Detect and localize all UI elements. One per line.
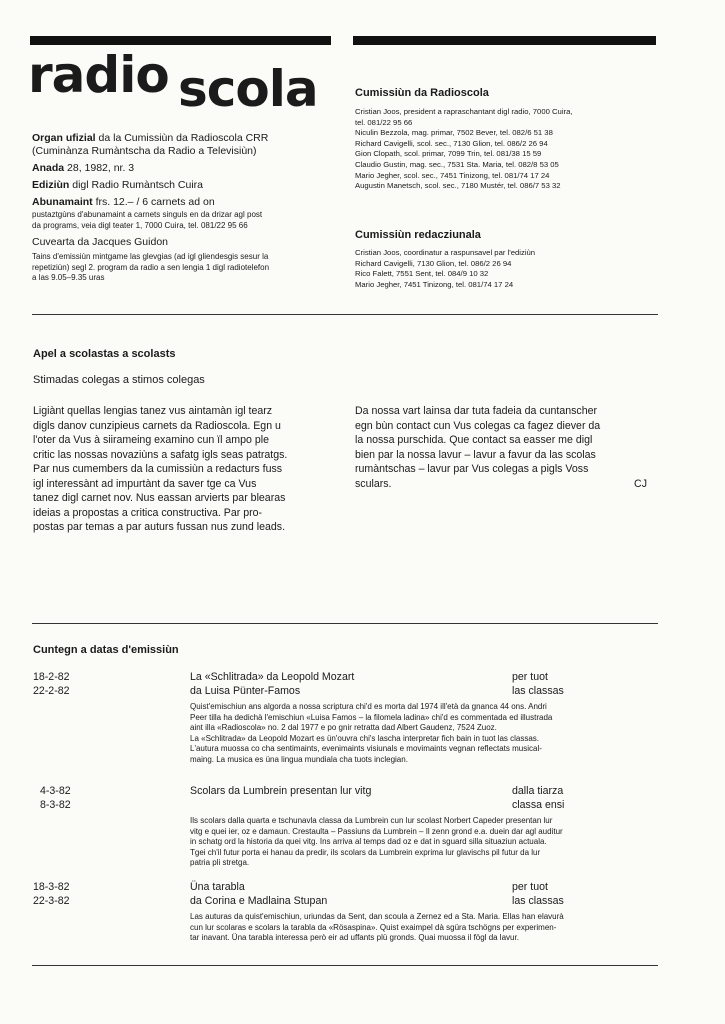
appeal-text-line: Da nossa vart lainsa dar tuta fadeia da cuntanscher <box>355 405 598 417</box>
broadcast-title: Üna tarabla da Corina e Madlaina Stupan <box>190 881 328 907</box>
commission-line: tel. 081/22 95 66 <box>355 117 413 127</box>
commission-line: Augustin Manetsch, scol. sec., 7180 Mustér, tel. 086/7 53 32 <box>355 181 561 191</box>
appeal-text-line: igl interessànt ad impurtànt da saver tge ca Vus <box>33 477 257 490</box>
broadcast-dates: 18-2-82 22-2-82 <box>33 671 70 697</box>
divider-middle <box>32 623 658 624</box>
editorial-line: Richard Cavigelli, 7130 Glion, tel. 086/2 26 94 <box>355 258 512 268</box>
commission-list <box>355 107 660 192</box>
broadcast-audience: dalla tiarza classa ensi <box>512 785 565 811</box>
broadcast-dates: 4-3-82 8-3-82 <box>40 785 71 811</box>
signature: CJ <box>634 477 647 490</box>
cover-credit: Cuvearta da Jacques Guidon <box>32 236 169 248</box>
editorial-title: Cumissiùn redacziunala <box>355 229 481 241</box>
commission-line: Niculin Bezzola, mag. primar, 7502 Bever, tel. 082/6 51 38 <box>355 128 553 138</box>
appeal-text-line: tanez digl carnet nov. Nus eassan arvierts par blearas <box>33 492 286 504</box>
publication-info <box>32 132 332 284</box>
editorial-list <box>355 248 660 290</box>
appeal-text-line: rumàntschas – lavur par Vus colegas a pigls Voss <box>355 463 589 475</box>
appeal-text-line: l'oter da Vus à siirameing examino cun ïl ampo ple <box>33 434 269 446</box>
appeal-text-line: Par nus cumembers da la cumissiùn a redacturs fuss <box>33 463 283 475</box>
appeal-column-2 <box>355 404 657 491</box>
divider-bottom <box>32 965 658 966</box>
broadcast-description: Quist'emischiun ans algorda a nossa scriptura chi'd es morta dal 1974 ill'età da gnanca 44 ons. Andri Peer tilla ha dedichà l'emischiun «Luisa Famos – la filomela ladina» chi'd es commentada ed illustrada aint illa «Radioscola» no. 2 dal 1977 e po gnir retratta dad Albert Gaudenz, 7524 Zuoz. La «Schlitrada» da Leopold Mozart es ün'ouvra chi's lascha interpretar fich bain in tuot las classas. L'autura muossa co cha sentimaints, evenimaints visiunals e movimaints vegnan reflectats musical- maing. La musica es üna lingua mundiala cha tuots inclegian. <box>190 702 553 764</box>
commission-line: Gion Clopath, scol. primar, 7099 Trin, tel. 081/38 15 59 <box>355 149 542 159</box>
appeal-text-line: la nossa purschida. Que contact sa easser me digl <box>355 434 593 446</box>
broadcast-dates: 18-3-82 22-3-82 <box>33 881 70 907</box>
broadcast-audience: per tuot las classas <box>512 671 564 697</box>
broadcast-title: Scolars da Lumbrein presentan lur vitg <box>190 785 372 797</box>
commission-title: Cumissiùn da Radioscola <box>355 87 489 99</box>
commission-line: Mario Jegher, scol. sec., 7451 Tinizong, tel. 081/74 17 24 <box>355 170 550 180</box>
appeal-text-line: digls danov cunzipieus carnets da Radioscola. Egn u <box>33 419 281 432</box>
edition-line: Ediziùn digl Radio Rumàntsch Cuira <box>32 179 203 191</box>
appeal-text-line: bien par la nossa lavur – lavur a favur da las scolas <box>355 448 596 461</box>
appeal-text-line: postas par temas a par auturs fussan nus zund leads. <box>33 521 286 533</box>
masthead-bar-right <box>353 36 656 45</box>
subscription-note: pustaztgùns d'abunamaint a carnets singuls en da drizar agl post da programs, veia digl teater 1, 7000 Cuira, tel. 081/22 95 66 <box>32 210 263 230</box>
appeal-text-line: egn bùn contact cun Vus colegas ca fagez diever da <box>355 419 601 432</box>
appeal-column-1 <box>33 404 338 535</box>
appeal-text-line: ideias a propostas a critica constructiva. Par pro- <box>33 506 263 519</box>
logo-word-scola: scola <box>178 60 318 118</box>
anada-line: Anada 28, 1982, nr. 3 <box>32 162 135 174</box>
divider-top <box>32 314 658 315</box>
organ-line-2: (Cuminànza Rumàntscha da Radio a Televisiùn) <box>32 145 257 157</box>
commission-line: Claudio Gustin, mag. sec., 7531 Sta. Maria, tel. 082/8 53 05 <box>355 159 559 169</box>
commission-line: Cristian Joos, president a rapraschantant digl radio, 7000 Cuira, <box>355 107 573 116</box>
commission-line: Richard Cavigelli, scol. sec., 7130 Glion, tel. 086/2 26 94 <box>355 138 548 148</box>
editorial-line: Cristian Joos, coordinatur a raspunsavel par l'ediziùn <box>355 248 536 257</box>
appeal-title: Apel a scolastas a scolasts <box>33 348 176 360</box>
logo-word-radio: radio <box>28 46 169 104</box>
editorial-line: Mario Jegher, 7451 Tinizong, tel. 081/74 17 24 <box>355 279 514 289</box>
editorial-line: Rico Falett, 7551 Sent, tel. 084/9 10 32 <box>355 269 489 279</box>
commission-block <box>355 86 660 192</box>
broadcasts-title: Cuntegn a datas d'emissiùn <box>33 644 179 656</box>
broadcast-title: La «Schlitrada» da Leopold Mozart da Luisa Pünter-Famos <box>190 671 355 697</box>
appeal-text-line: critic las nossas novaziùns a safatg igls seas patratgs. <box>33 448 288 461</box>
appeal-text-line: Ligiànt quellas lengias tanez vus aintamàn igl tearz <box>33 405 273 417</box>
broadcast-audience: per tuot las classas <box>512 881 564 907</box>
editorial-block <box>355 228 660 290</box>
masthead-bar-left <box>30 36 331 45</box>
subscription-line: Abunamaint frs. 12.– / 6 carnets ad on <box>32 196 215 208</box>
organ-line: Organ ufizial da la Cumissiùn da Radioscola CRR <box>32 132 269 144</box>
broadcast-description: Las auturas da quist'emischiun, uriundas da Sent, dan scoula a Zernez ed a Sta. Maria. Ellas han elavurà cun lur scolaras e scolars la tarabla da «Rösaspina». Quist exaimpel dà sgüra tschögns per experimen- tar inavant. Üna tarabla interessa però eir ad uffants plü gronds. Quai muossa il fögl da lavur. <box>190 912 564 943</box>
broadcast-description: Ils scolars dalla quarta e tschunavla classa da Lumbrein cun lur scolast Norbert Capeder presentan lur vitg e quei ier, oz e damaun. Crestaulta – Passiuns da Lumbrein – Il zenn grond e.a. duein dar agl auditur in schatg ord la historia da quei vitg. Ins arriva al temps dad oz e dat in sguard silla situaziun actuala. Tgei ch'il futur porta ei hanau da predir, ils scolars da Lumbrein exprima lur glavischs pil futur da lur patria pli stretga. <box>190 816 563 868</box>
broadcast-note: Tains d'emissiùn mintgame las glevgias (ad igl gliendesgis sesur la repetiziùn) segl 2. program da radio a sen lengia 1 digl radiotelefon a las 9.05–9.35 uras <box>32 252 270 282</box>
appeal-last-line: sculars. CJ <box>355 477 657 492</box>
appeal-salutation: Stimadas colegas a stimos colegas <box>33 374 205 386</box>
